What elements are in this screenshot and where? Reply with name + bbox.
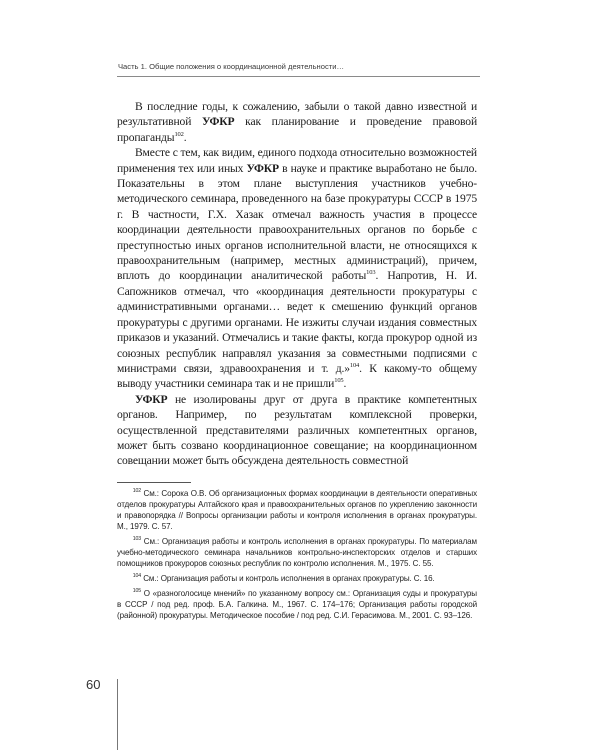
p1-text-3: . xyxy=(183,130,187,144)
header-rule xyxy=(117,76,480,77)
footnote-text: О «разноголосице мнений» по указанному вопросу см.: Организация суды и прокуратуры в СССР / под ред. проф. Б.А. Галкина. М., 1967. С. 174–176; Организация работы городской (районной) прокуратуры. Методическое пособие / под ред. С.И. Герасимова. М., 2001. С. 93–126. xyxy=(117,589,477,620)
main-text xyxy=(117,99,477,469)
footnote-103 xyxy=(117,537,477,570)
margin-line xyxy=(117,679,118,750)
p2-term-ufkr: УФКР xyxy=(246,161,279,175)
paragraph-3 xyxy=(117,392,477,469)
footnote-text: См.: Организация работы и контроль исполнения в органах прокуратуры. По материалам учебно-методического семинара начальников контрольно-инспекторских отделов и старших помощников прокуроров союзных республик по контролю исполнения. М., 1975. С. 55. xyxy=(117,536,477,568)
p1-text-1: В последние годы, к сожалению, забыли о такой давно известной и результативной xyxy=(117,100,477,129)
footnote-ref-102[interactable]: 102 xyxy=(174,130,184,138)
footnote-rule xyxy=(117,482,191,483)
running-head: Часть 1. Общие положения о координационной деятельности… xyxy=(118,62,345,71)
page-number: 60 xyxy=(86,677,101,692)
footnote-number: 102 xyxy=(132,488,142,494)
footnote-number: 104 xyxy=(132,572,142,579)
footnote-ref-104[interactable]: 104 xyxy=(349,361,360,369)
footnote-104 xyxy=(117,574,477,585)
footnote-text: См.: Сорока О.В. Об организационных формах координации в деятельности оперативных отделов прокуратуры Алтайского края и правоохранительных органов по укреплению законности и правопорядка // Вопросы организации работы и контроля исполнения в органах прокуратуры. М., 1979. С. 57. xyxy=(117,489,477,531)
p3-term-ufkr: УФКР xyxy=(134,392,168,406)
p1-text-2: как планирование и проведение правовой пропаганды xyxy=(117,115,477,144)
footnote-number: 105 xyxy=(132,588,142,595)
footnote-105 xyxy=(117,589,477,622)
p2-text-2: в науке и практике выработано не было. Показательны в этом плане выступления участников учебно-методического семинара, проведенного на базе прокуратуры СССР в 1975 г. В частности, Г.Х. Хазак отмечал важность участия в процессе координации деятельности правоохранительных органов по борьбе с преступностью иных органов исполнительной власти, не относящихся к правоохранительным (например, местных администраций), причем, вплоть до координации аналитической работы xyxy=(117,161,477,283)
footnote-ref-103[interactable]: 103 xyxy=(366,269,376,277)
footnotes xyxy=(117,489,477,626)
footnote-text: См.: Организация работы и контроль исполнения в органах прокуратуры. С. 16. xyxy=(143,573,435,583)
p1-term-ufkr: УФКР xyxy=(201,115,235,129)
paragraph-2 xyxy=(117,145,477,392)
footnote-number: 103 xyxy=(132,535,142,542)
p2-text-3: . Напротив, Н. И. Сапожников отмечал, что «координация деятельности прокуратуры с административными органами… ведет к смешению функций органов прокуратуры с другими органами. Не изжиты случаи издания совместных приказов и указаний. Отмечались и такие факты, когда прокурор одной из союзных республик направлял указания за совместными подписями с министрами связи, здравоохранения и т. д.» xyxy=(117,269,477,375)
paragraph-1 xyxy=(117,99,477,145)
p2-text-4: . К какому-то общему выводу участники семинара так и не пришли xyxy=(117,361,477,391)
footnote-102 xyxy=(117,489,477,532)
p2-text-1: Вместе с тем, как видим, единого подхода относительно возможностей применения тех или иных xyxy=(117,146,477,175)
p3-text-1: не изолированы друг от друга в практике компетентных органов. Например, по результатам комплексной проверки, осуществленной представителями различных компетентных органов, может быть созвано координационное совещание; на координационном совещании может быть обсуждена деятельность совместной xyxy=(117,392,477,468)
p2-text-5: . xyxy=(343,377,347,391)
footnote-ref-105[interactable]: 105 xyxy=(334,377,344,385)
